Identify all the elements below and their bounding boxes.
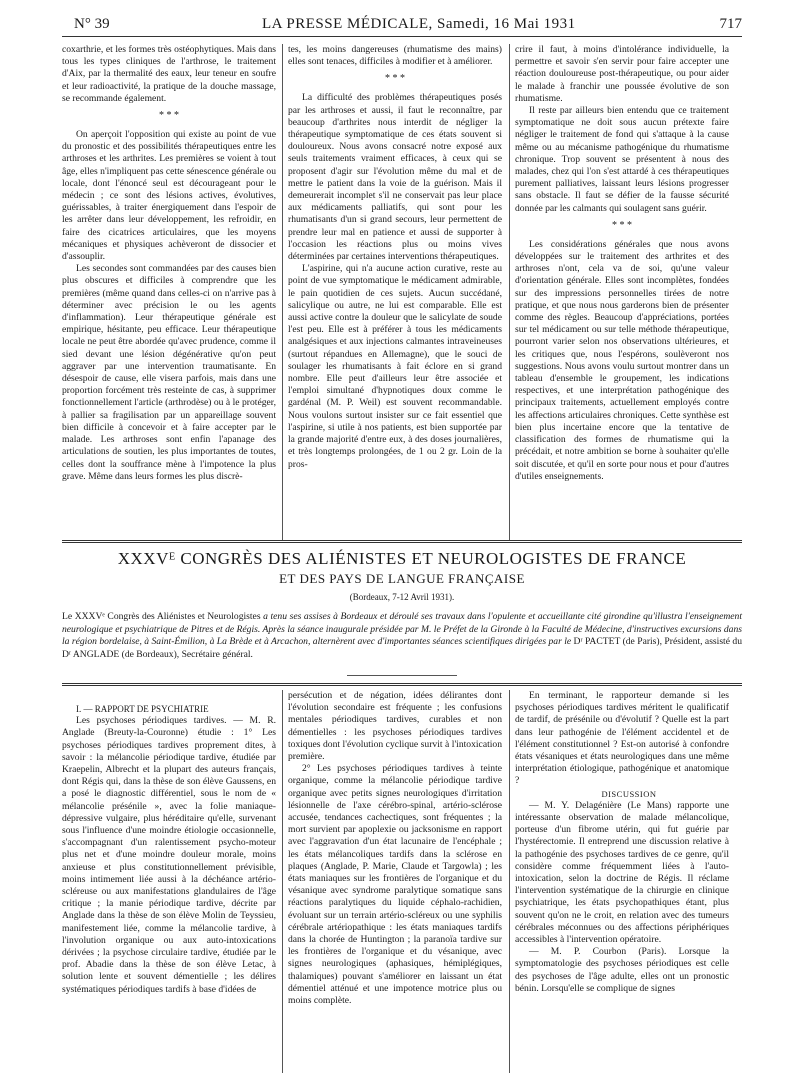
paragraph: — M. Y. Delagénière (Le Mans) rapporte une intéressante observation de malade mélancolique, porteuse d'un fibrome utérin, qui fut guérie par l'hystérectomie. Il entreprend une discussion relative à la pathogénie des psychoses tardives de ce genre, qu'il considère comme fréquemment liées à l'auto-intoxication, selon la doctrine de Régis. Il réclame l'intervention systématique de la chirurgie en clinique psychiatrique, les états psychopathiques étant, plus souvent qu'on ne le croit, en relation avec des tumeurs cérébrales méconnues ou des affections périphériques accessibles à l'intervention opératoire. (515, 799, 729, 946)
paragraph: En terminant, le rapporteur demande si les psychoses périodiques tardives méritent le qualificatif de tardif, de présénile ou d'évolutif ? Quelle est la part dans leur pathogénie de l'élément accidentel et de l'élément constitutionnel ? Est-on autorisé à confondre états vésaniques et états neurologiques dans une même interprétation étiologique, pathogénique et anatomique ? (515, 690, 729, 787)
paragraph: On aperçoit l'opposition qui existe au point de vue du pronostic et des possibilités thérapeutiques entre les arthroses et les arthrites. Les premières se voient à tout âge, elles n'impliquent pas cette sénescence générale ou locale, dont l'énoncé seul est décourageant pour le médecin ; ce sont des lésions actives, évolutives, guérissables, à traiter énergiquement dans l'espoir de les arrêter dans leur développement, les refroidir, en faire des cicatrices articulaires, que les moyens mécaniques et physiques achèveront de dissocier et d'assouplir. (62, 129, 276, 263)
paragraph: 2° Les psychoses périodiques tardives à teinte organique, comme la mélancolie périodique tardive organique avec petits signes neurologiques d'irritation lésionnelle de l'axe cérébro-spinal, artério-sclérose accusée, tendances cachectiques, sont fréquentes ; la mort survient par apoplexie ou jacksonisme en rapport avec l'aggravation d'un état lacunaire de l'encéphale ; les états mélancoliques tardifs dans la sclérose en plaques (Anglade, P. Marie, Claude et Targowla) ; les états maniaques sur les frontières de l'organique et du vésanique avec syndrome paralytique somatique sans réactions paralytiques du liquide céphalo-rachidien, évoluant sur un terrain artério-scléreux ou une syphilis cérébrale artériopathique : les états maniaques tardifs dans la chorée de Huntington ; la paranoïa tardive sur les frontières de l'organique et du vésanique, avec signes neurologiques (aphasiques, hémiplégiques, thalamiques) pouvant s'améliorer en laissant un état démentiel atténué et une impotence motrice plus ou moins complète. (288, 763, 502, 1007)
discussion-heading: DISCUSSION (601, 788, 657, 799)
journal-title: LA PRESSE MÉDICALE, Samedi, 16 Mai 1931 (262, 16, 576, 32)
congress-date: (Bordeaux, 7-12 Avril 1931). (349, 592, 455, 602)
bottom-column-1 (62, 703, 276, 1073)
intro-part: a tenu ses assises à Bordeaux et déroulé ses travaux dans l'opulente et accueillante cité girondine qu'illustra l'enseignement neurologique et psychiatrique de Pitres et de Régis. Après la séance inaugurale présidée par M. le Préfet de la Gironde à la Faculté de Médecine, d'instructives excursions dans la région bordelaise, à Saint-Émilion, à La Brède et à Arcachon, alternèrent avec d'importantes séances scientifiques dirigées par le (62, 611, 742, 648)
section-double-rule (62, 683, 742, 686)
short-rule (347, 675, 457, 676)
issue-number: N° 39 (74, 16, 110, 32)
paragraph: L'aspirine, qui n'a aucune action curative, reste au point de vue symptomatique le médicament admirable, le pain quotidien de ces sujets. Aucun succédané, salicylique ou autre, ne lui est comparable. Elle est aussi active contre la douleur que le salicylate de soude l'est peu. Elle est à préférer à tous les médicaments analgésiques et aux injections calmantes intraveineuses (surtout répandues en Allemagne), que le souci de soulager les rhumatisants à fait éclore en si grand nombre. Elle peut d'ailleurs leur être associée et l'emploi simultané d'hypnotiques doux comme le gardénal (M. P. Weil) est souvent recommandable. Nous voulons surtout insister sur ce fait essentiel que l'aspirine, si utile à nos patients, est bien supportée par la grande majorité d'entre eux, à des doses journalières, et très longtemps prolongées, de 1 ou 2 gr. Loin de la pros- (288, 263, 502, 470)
paragraph: crire il faut, à moins d'intolérance individuelle, la permettre et savoir s'en servir pour faire accepter une réaction douloureuse post-thérapeutique, ou pour aider le malade à franchir une poussée évolutive de son rhumatisme. (515, 44, 729, 104)
paragraph: La difficulté des problèmes thérapeutiques posés par les arthroses et aussi, il faut le reconnaître, par beaucoup d'arthrites nous interdit de négliger la thérapeutique symptomatique de ces états souvent si douloureux. Nous avons consacré notre exposé aux seuls traitements vraiment efficaces, à ceux qui se proposent d'agir sur l'évolution même du mal et de mettre le patient dans la voie de la guérison. Mais il demeurerait incomplet s'il ne conservait pas leur place aux médicaments palliatifs, qui sont pour les rhumatisants d'un si grand secours, leur permettent de prendre leur mal en patience et aussi de supporter à l'occasion les réactions plus ou moins vives déterminées par certaines interventions thérapeutiques. (288, 92, 502, 263)
section-stars: * * * (159, 110, 179, 122)
header-rule (62, 36, 742, 37)
paragraph: — M. P. Courbon (Paris). Lorsque la symptomatologie des psychoses périodiques est celle des psychoses de l'âge adulte, elles ont un pronostic bénin. Lorsqu'elle se complique de signes (515, 946, 729, 994)
column-divider (282, 690, 283, 1073)
intro-part: Dʳ PACTET (de Paris), Président, assisté du Dʳ ANGLADE (de Bordeaux), Secrétaire général. (62, 636, 742, 660)
paragraph: tes, les moins dangereuses (rhumatisme des mains) elles sont tenaces, difficiles à modifier et à améliorer. (288, 44, 502, 68)
bottom-column-3 (515, 690, 729, 1073)
paragraph: persécution et de négation, idées délirantes dont l'évolution secondaire est fréquente ; les confusions mentales périodiques tardives, curables et non démentielles : les psychoses périodiques tardives toxiques dont l'évolution cyclique survit à l'intoxication première. (288, 690, 502, 763)
page-number: 717 (719, 16, 742, 32)
intro-part: Le XXXVᵉ Congrès des Aliénistes et Neurologistes (62, 611, 261, 622)
section-heading: I. — RAPPORT DE PSYCHIATRIE (76, 704, 209, 714)
congress-title: XXXVᴱ CONGRÈS DES ALIÉNISTES ET NEUROLOGISTES DE FRANCE (117, 549, 687, 568)
congress-subtitle: ET DES PAYS DE LANGUE FRANÇAISE (279, 571, 525, 586)
top-column-2 (288, 44, 502, 542)
congress-intro (62, 611, 742, 661)
paragraph: Les secondes sont commandées par des causes bien plus obscures et difficiles à comprendre que les premières (même quand dans celles-ci on n'arrive pas à déterminer avec précision le ou les agents d'inflammation). Leur thérapeutique générale est empirique, hésitante, peu efficace. Leur thérapeutique locale ne peut être abordée qu'avec prudence, comme il sied devant une lésion dégénérative qu'on peut aggraver par une intervention traumatisante. En désespoir de cause, elle visera parfois, mais dans une proportion forcément très resteinte de cas, à supprimer fonctionnellement l'article (arthrodèse) ou à le protéger, à pallier sa fragilisation par un appareillage souvent bien difficile à concevoir et à faire accepter par le malade. Les arthroses sont enfin l'apanage des articulations de soutien, les plus importantes de toutes, celles dont la souffrance mène à l'impotence la plus grave. Même dans leurs formes les plus discrè- (62, 263, 276, 482)
column-divider (282, 44, 283, 540)
column-divider (509, 44, 510, 540)
page-header (62, 14, 742, 38)
paragraph: Les psychoses périodiques tardives. — M. R. Anglade (Breuty-la-Couronne) étudie : 1° Les psychoses périodiques tardives proprement dites, à savoir : la mélancolie périodique tardive, étudiée par Kraepelin, Albrecht et la plupart des auteurs français, dont Régis qui, dans la thèse de son élève Gaussens, en a posé le diagnostic différentiel, sous le nom de « mélancolie présénile », avec la folie maniaque-dépressive vulgaire, plus héréditaire qu'elle, survenant sous l'influence d'une moindre étiologie occasionnelle, s'accompagnant d'un ralentissement psycho-moteur plus net et d'une moindre douleur morale, moins anxieuse et plus constitutionnellement prévisible, moins intimement liée aussi à la déchéance artério-scléreuse ou aux manifestations glandulaires de l'âge critique ; la manie périodique tardive, décrite par Anglade dans la thèse de son élève Molin de Teyssieu, manifestement liée, comme la mélancolie tardive, à l'involution organique ou aux auto-intoxications dérivées ; la psychose circulaire tardive, étudiée par le prof. Abadie dans la thèse de son élève Letac, à solution lente et souvent démentielle ; les délires systématiques périodiques tardifs à base d'idées de (62, 715, 276, 995)
section-stars: * * * (385, 73, 405, 85)
paragraph: Les considérations générales que nous avons développées sur le traitement des arthrites et des arthroses n'ont, cela va de soi, qu'une valeur d'orientation générale. Elles sont incomplètes, fondées sur des impressions personnelles tirées de notre pratique, et que nous nous garderons bien de présenter comme des règles. Beaucoup d'appréciations, portées sur tel médicament ou sur telle méthode thérapeutique, pourront varier selon nos observations ultérieures, et les critiques que, nous l'espérons, soulèveront nos suggestions. Nous avons voulu surtout montrer dans un tableau d'ensemble le groupement, les indications respectives, et une interprétation pathogénique des principaux traitements, actuellement employés contre les affections articulaires chroniques. Cette synthèse est bien plus incertaine encore que la tentative de classification des formes de rhumatisme qui la précédait, et notre ambition se borne à souhaiter qu'elle soit discutée, et qu'il en sorte pour nous et pour d'autres d'utiles enseignements. (515, 238, 729, 482)
section-double-rule (62, 540, 742, 543)
bottom-column-2 (288, 690, 502, 1073)
paragraph: coxarthrie, et les formes très ostéophytiques. Mais dans tous les types cliniques de l'arthrose, le traitement d'Aix, par la thermalité des eaux, leur teneur en soufre et leur radioactivité, la pratique de la douche massage, se recommande également. (62, 44, 276, 104)
column-divider (509, 690, 510, 1073)
top-column-3 (515, 44, 729, 542)
top-column-1 (62, 44, 276, 542)
section-stars: * * * (612, 219, 632, 231)
paragraph: Il reste par ailleurs bien entendu que ce traitement symptomatique ne doit sous aucun prétexte faire négliger le traitement de fond qui s'attaque à la cause même ou au mécanisme pathogénique du rhumatisme chronique. Trop souvent se présentent à nous des malades, chez qui l'on s'est attardé à ces thérapeutiques purement palliatives, laissant leurs lésions progresser sans obstacle. Il faut se défier de la fausse sécurité donnée par les calmants qui soulagent sans guérir. (515, 105, 729, 214)
